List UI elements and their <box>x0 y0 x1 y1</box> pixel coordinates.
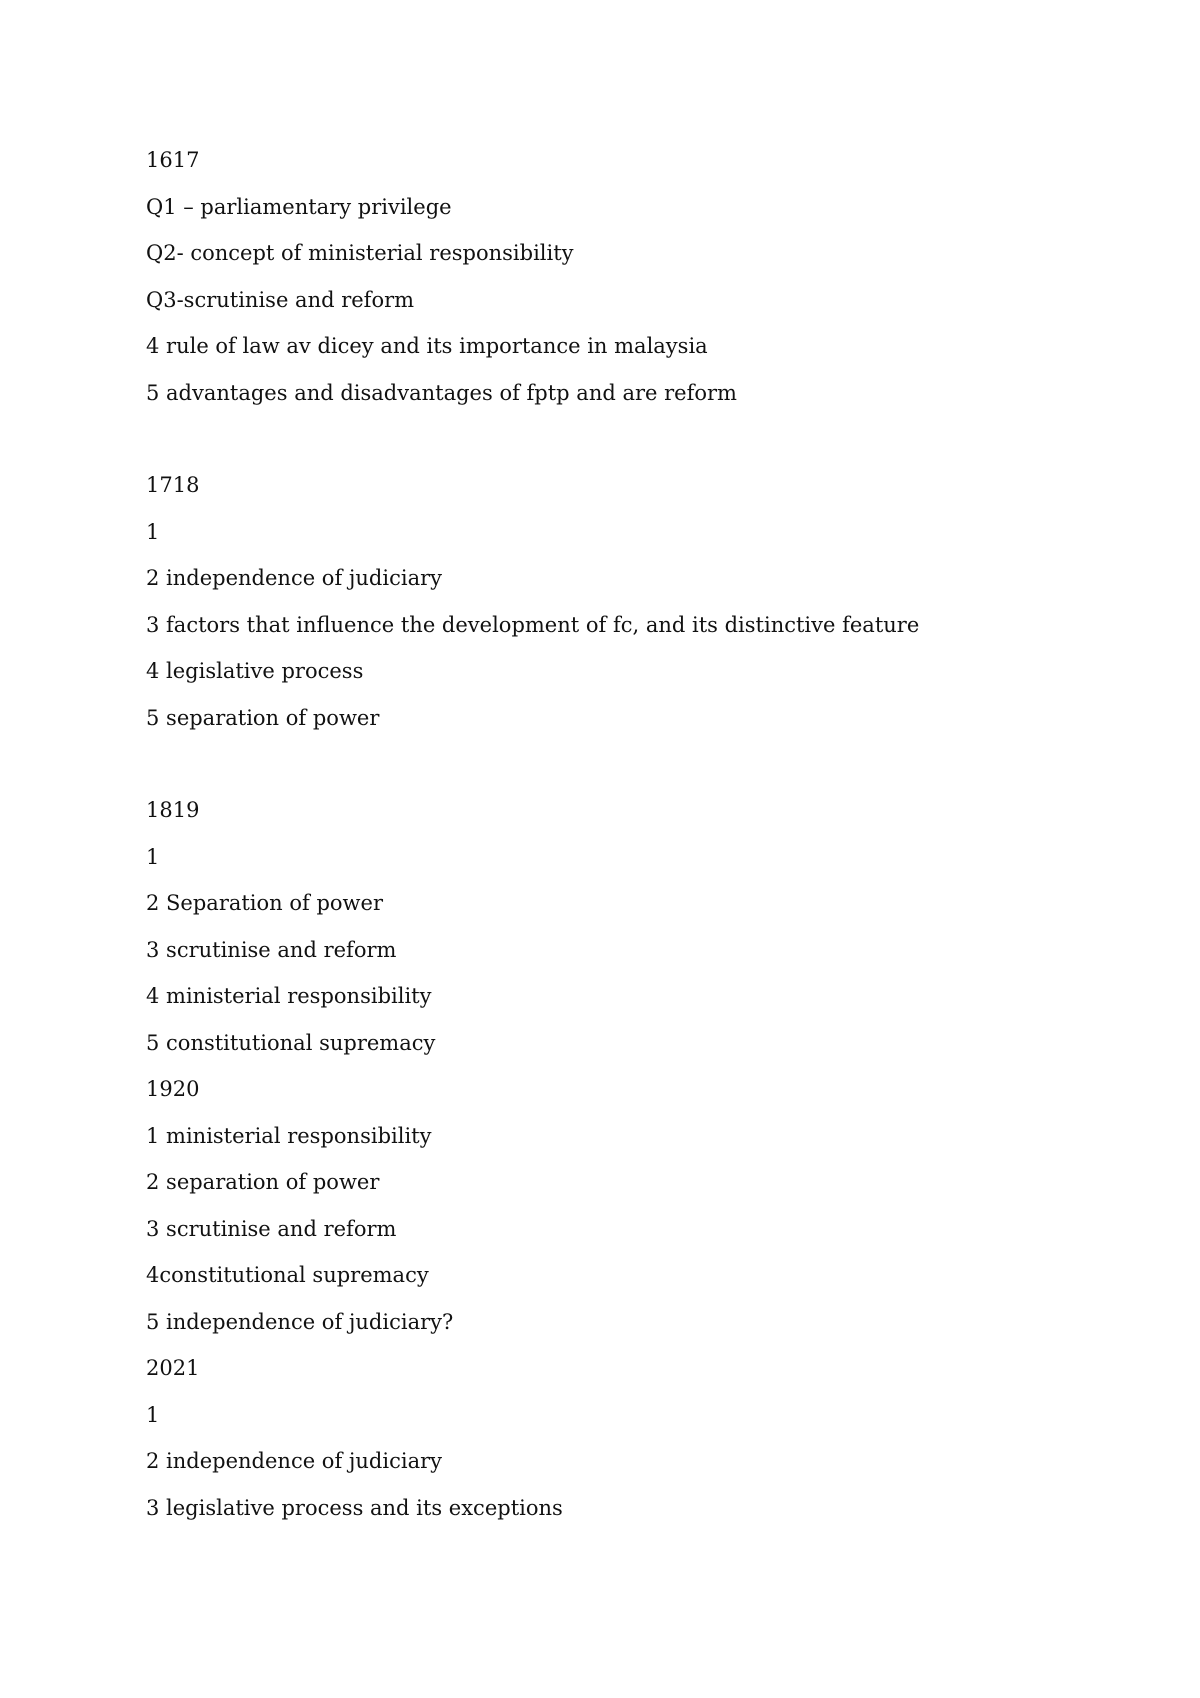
question-item: 4 ministerial responsibility <box>146 984 432 1008</box>
question-item: 2 independence of judiciary <box>146 1449 442 1473</box>
question-item: 5 separation of power <box>146 705 380 730</box>
question-item: 4 legislative process <box>146 659 364 683</box>
paragraph-gap <box>146 424 1126 470</box>
question-item: 3 legislative process and its exceptions <box>146 1495 563 1520</box>
question-item: 3 factors that influence the development of fc, and its distinctive feature <box>146 612 920 637</box>
question-item: 1 <box>146 1402 160 1427</box>
question-item: 1 <box>146 519 160 544</box>
question-item: 2 separation of power <box>146 1170 380 1194</box>
question-item: Q2- concept of ministerial responsibility <box>146 241 574 265</box>
section-year: 1617 <box>146 148 200 172</box>
question-item: 5 independence of judiciary? <box>146 1309 454 1334</box>
question-item: 5 constitutional supremacy <box>146 1030 436 1055</box>
question-item: 4 rule of law av dicey and its importance in malaysia <box>146 334 708 358</box>
question-item: 2 Separation of power <box>146 891 383 915</box>
section-year: 2021 <box>146 1356 200 1380</box>
paragraph-gap <box>146 749 1126 795</box>
question-item: 5 advantages and disadvantages of fptp and are reform <box>146 380 737 405</box>
question-item: Q3-scrutinise and reform <box>146 287 415 312</box>
question-item: 3 scrutinise and reform <box>146 937 397 962</box>
question-item: 3 scrutinise and reform <box>146 1216 397 1241</box>
question-item: 2 independence of judiciary <box>146 566 442 590</box>
question-item: 4constitutional supremacy <box>146 1263 429 1287</box>
document-body <box>146 145 1126 1539</box>
question-item: 1 <box>146 844 160 869</box>
question-item: Q1 – parliamentary privilege <box>146 194 452 219</box>
section-year: 1920 <box>146 1077 200 1101</box>
section-year: 1819 <box>146 798 200 822</box>
section-year: 1718 <box>146 473 200 497</box>
question-item: 1 ministerial responsibility <box>146 1123 432 1148</box>
